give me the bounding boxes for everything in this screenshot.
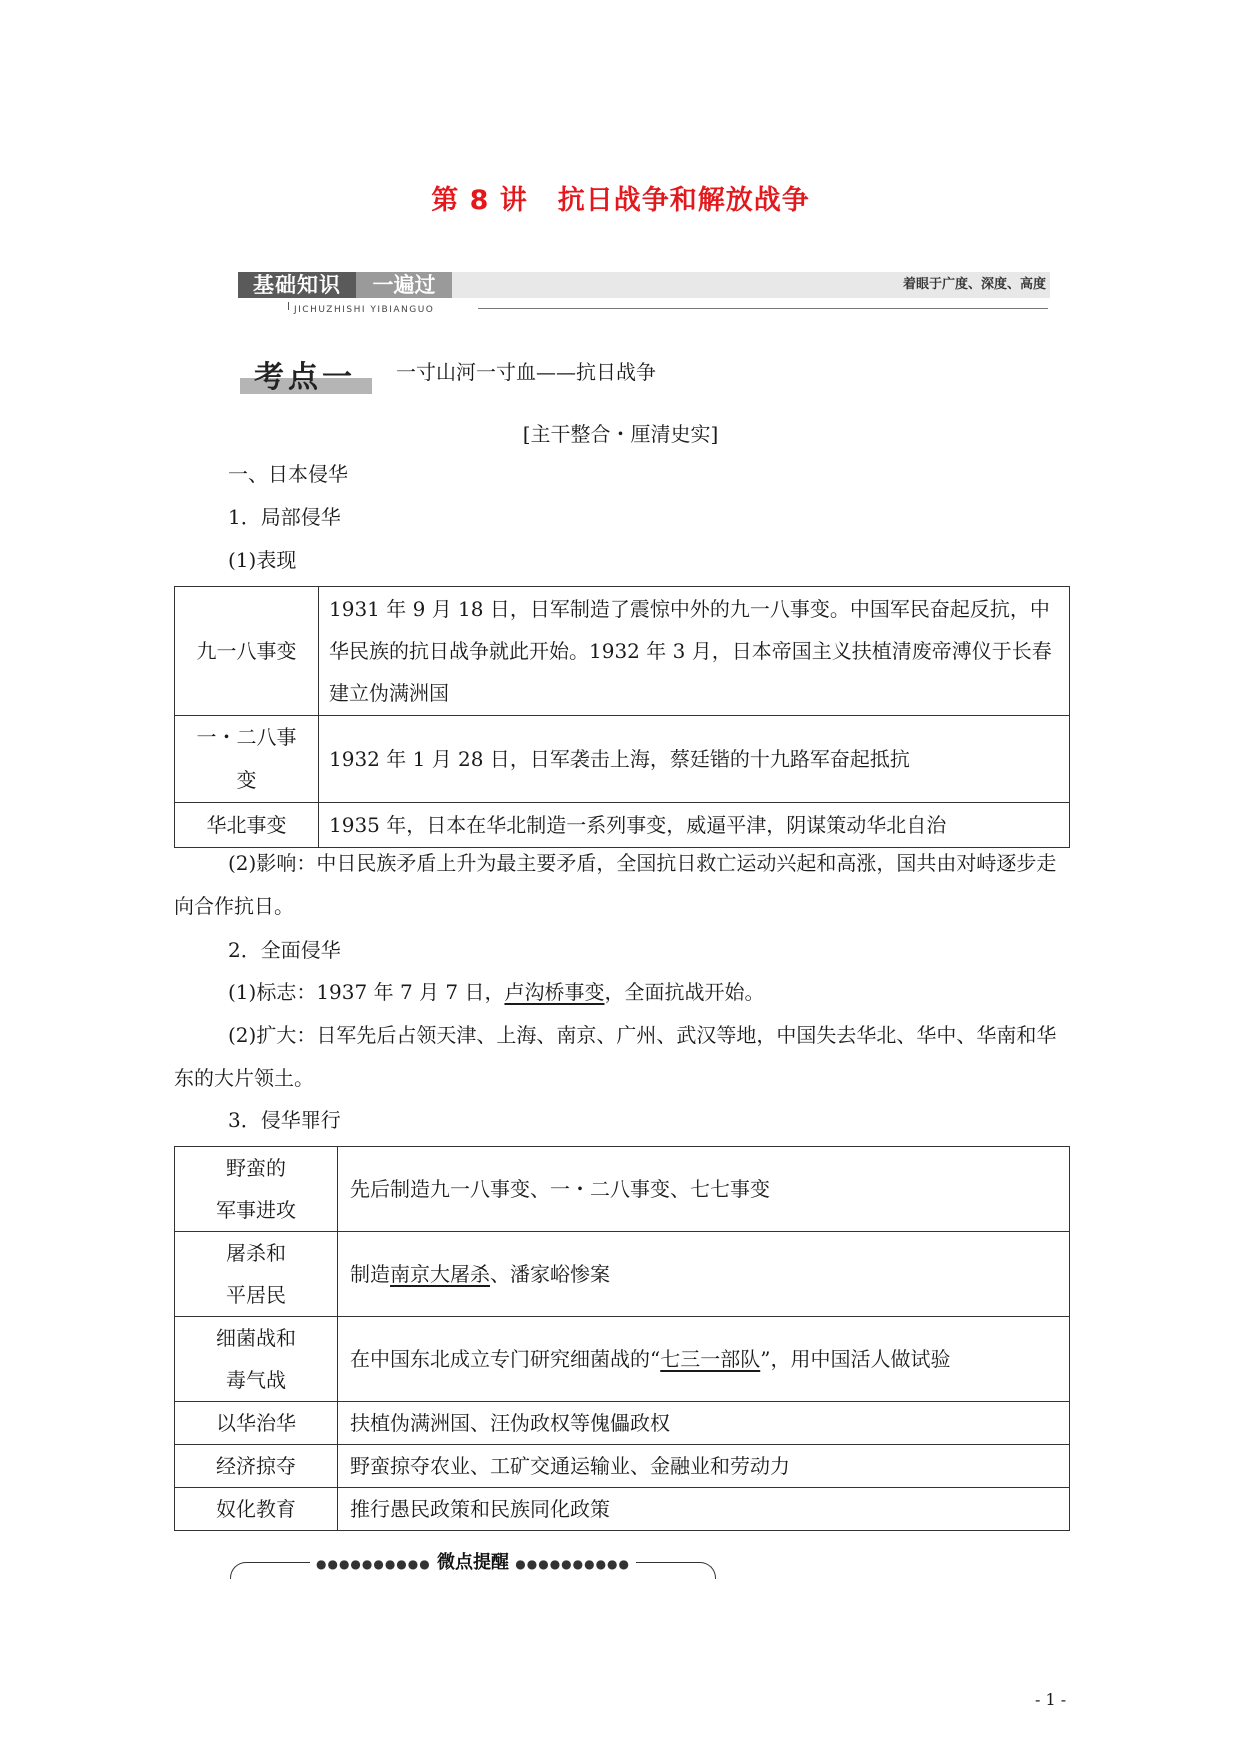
key-line: 平居民 — [226, 1283, 286, 1307]
table-key: 九一八事变 — [175, 587, 319, 716]
table-key — [175, 1317, 338, 1402]
value-suffix: ”，用中国活人做试验 — [760, 1347, 951, 1371]
key-line: 屠杀和 — [226, 1241, 286, 1265]
key-line: 野蛮的 — [226, 1156, 286, 1180]
table-value: 1932 年 1 月 28 日，日军袭击上海，蔡廷锴的十九路军奋起抵抗 — [319, 716, 1070, 803]
tip-label — [310, 1548, 636, 1574]
table-row — [175, 1488, 1070, 1531]
banner-label-light: 一遍过 — [356, 272, 452, 298]
table-crimes — [174, 1146, 1070, 1531]
value-prefix: 制造 — [350, 1262, 390, 1286]
table-row — [175, 1147, 1070, 1232]
tip-dots-left: ●●●●●●●●●● — [316, 1557, 431, 1571]
table-value: 推行愚民政策和民族同化政策 — [338, 1488, 1070, 1531]
section-banner — [238, 272, 1050, 320]
heading-1-2: 2．全面侵华 — [228, 938, 341, 962]
sign-underline: 卢沟桥事变 — [504, 980, 605, 1004]
table-key: 经济掠夺 — [175, 1445, 338, 1488]
value-prefix: 在中国东北成立专门研究细菌战的“ — [350, 1347, 661, 1371]
table-key: 华北事变 — [175, 803, 319, 848]
banner-right-note: 着眼于广度、深度、高度 — [902, 277, 1046, 292]
key-line: 细菌战和 — [216, 1326, 296, 1350]
banner-pinyin: JICHUZHISHI YIBIANGUO — [294, 305, 435, 315]
paragraph-expand: (2)扩大：日军先后占领天津、上海、南京、广州、武汉等地，中国失去华北、华中、华南和华东的大片领土。 — [174, 1023, 1057, 1090]
table-local-invasion — [174, 586, 1070, 848]
kaodian-label: 考点一 — [254, 360, 356, 395]
tip-text: 微点提醒 — [437, 1552, 509, 1573]
heading-1-1-1: (1)表现 — [228, 548, 297, 572]
table-row — [175, 1402, 1070, 1445]
table-value — [338, 1317, 1070, 1402]
table-value: 1931 年 9 月 18 日，日军制造了震惊中外的九一八事变。中国军民奋起反抗，中华民族的抗日战争就此开始。1932 年 3 月，日本帝国主义扶植清废帝溥仪于长春建立伪满洲国 — [319, 587, 1070, 716]
table-key — [175, 1147, 338, 1232]
key-line: 军事进攻 — [216, 1198, 296, 1222]
sign-suffix: ，全面抗战开始。 — [604, 980, 765, 1004]
table-key: 一・二八事变 — [175, 716, 319, 803]
heading-1-3: 3．侵华罪行 — [228, 1108, 341, 1132]
tip-dots-right: ●●●●●●●●●● — [515, 1557, 630, 1571]
kaodian-badge — [240, 352, 372, 394]
table-key: 奴化教育 — [175, 1488, 338, 1531]
sign-prefix: (1)标志：1937 年 7 月 7 日， — [228, 980, 505, 1004]
table-value: 野蛮掠夺农业、工矿交通运输业、金融业和劳动力 — [338, 1445, 1070, 1488]
table-key: 以华治华 — [175, 1402, 338, 1445]
page-number: - 1 - — [1035, 1690, 1067, 1709]
section-subtitle: [主干整合・厘清史实] — [522, 422, 719, 446]
heading-1: 一、日本侵华 — [228, 462, 348, 486]
paragraph-influence: (2)影响：中日民族矛盾上升为最主要矛盾，全国抗日救亡运动兴起和高涨，国共由对峙逐步走向合作抗日。 — [174, 851, 1057, 918]
banner-label-dark: 基础知识 — [238, 272, 356, 298]
key-line: 毒气战 — [226, 1368, 286, 1392]
value-underline: 南京大屠杀 — [390, 1262, 490, 1286]
heading-1-1: 1．局部侵华 — [228, 505, 341, 529]
table-row — [175, 716, 1070, 803]
table-row — [175, 803, 1070, 848]
table-value: 1935 年，日本在华北制造一系列事变，威逼平津，阴谋策动华北自治 — [319, 803, 1070, 848]
value-suffix: 、潘家峪惨案 — [490, 1262, 610, 1286]
table-value — [338, 1232, 1070, 1317]
table-value: 先后制造九一八事变、一・二八事变、七七事变 — [338, 1147, 1070, 1232]
tip-box — [230, 1548, 714, 1578]
kaodian-desc: 一寸山河一寸血——抗日战争 — [396, 360, 656, 384]
table-row — [175, 1445, 1070, 1488]
table-row — [175, 1317, 1070, 1402]
table-key — [175, 1232, 338, 1317]
banner-rule — [478, 308, 1048, 309]
lecture-topic: 抗日战争和解放战争 — [557, 185, 810, 216]
value-underline: 七三一部队 — [660, 1347, 761, 1371]
table-row — [175, 587, 1070, 716]
banner-divider — [288, 302, 289, 310]
page-title — [0, 178, 1241, 217]
lecture-number: 第 8 讲 — [431, 185, 528, 216]
table-row — [175, 1232, 1070, 1317]
table-value: 扶植伪满洲国、汪伪政权等傀儡政权 — [338, 1402, 1070, 1445]
paragraph-sign — [174, 971, 1069, 1014]
